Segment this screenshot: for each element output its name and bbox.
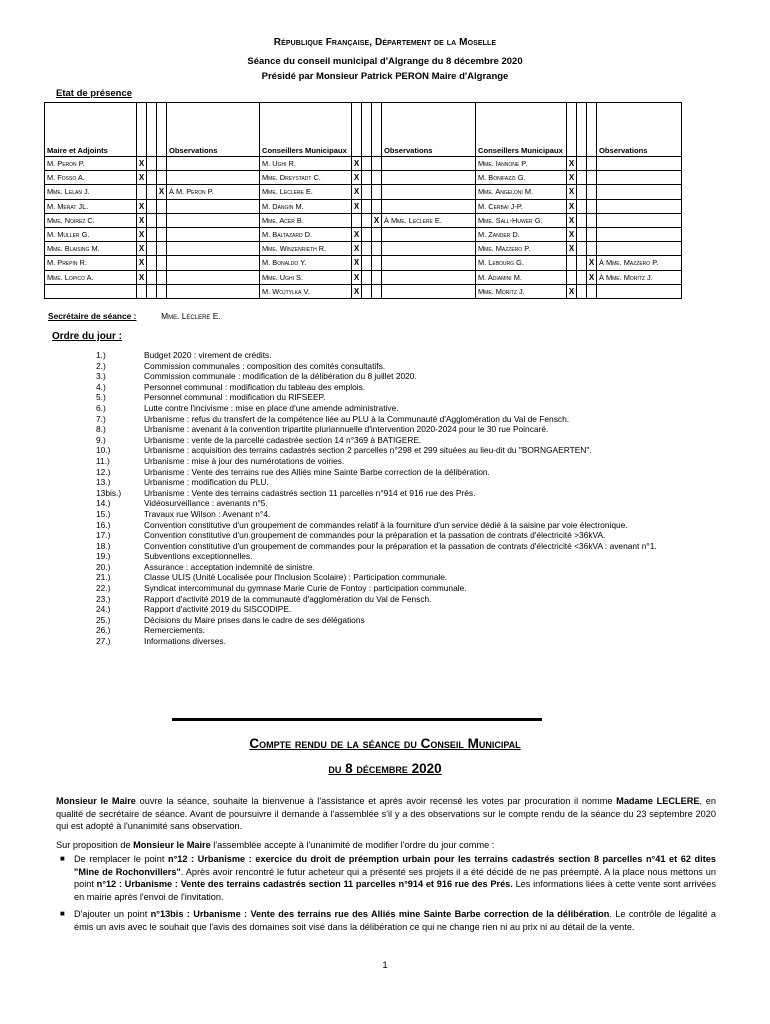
agenda-number: 19.) bbox=[96, 551, 111, 562]
member-name: Mme. Moritz J. bbox=[476, 284, 567, 298]
b2-text-1: D'ajouter un point bbox=[74, 909, 151, 919]
member-name: M. Baltazard D. bbox=[260, 227, 352, 241]
procuration-mark bbox=[372, 199, 382, 213]
agenda-text: Urbanisme : Vente des terrains cadastrés section 11 parcelles n°914 et 916 rue des Prés. bbox=[144, 487, 476, 498]
procuration-mark bbox=[587, 157, 597, 171]
agenda-number: 10.) bbox=[96, 445, 111, 456]
absent-mark bbox=[147, 157, 157, 171]
table-row bbox=[45, 227, 682, 241]
present-mark: X bbox=[567, 213, 577, 227]
observation-cell bbox=[167, 256, 260, 270]
b1-bold-2: n°12 : Urbanisme : Vente des terrains cadastrés section 11 parcelles n°914 et 916 rue des Prés. bbox=[96, 879, 513, 889]
member-name: Mme. Iannone P. bbox=[476, 157, 567, 171]
paragraph-proposal bbox=[56, 839, 716, 852]
agenda-text: Lutte contre l'incivisme : mise en place d'une amende administrative. bbox=[144, 402, 399, 413]
member-name: M. Fosso A. bbox=[45, 171, 137, 185]
procuration-mark bbox=[587, 199, 597, 213]
secretaire-label: Secrétaire de séance : bbox=[48, 311, 137, 321]
procuration-mark bbox=[157, 199, 167, 213]
procuration-mark bbox=[372, 157, 382, 171]
agenda-number: 3.) bbox=[96, 371, 106, 382]
table-row bbox=[45, 199, 682, 213]
present-mark: X bbox=[137, 256, 147, 270]
absent-mark bbox=[147, 213, 157, 227]
absent-mark bbox=[362, 199, 372, 213]
agenda-text: Convention constitutive d'un groupement de commandes pour la préparation et la passation de contrats d'électricité <36kVA : avenant n°1. bbox=[144, 540, 657, 551]
agenda-text: Rapport d'activité 2019 du SISCODIPE. bbox=[144, 604, 292, 615]
present-mark: X bbox=[137, 227, 147, 241]
procuration-mark bbox=[372, 270, 382, 284]
header-line-1: République Française, Département de la Moselle bbox=[273, 37, 497, 48]
p1-text-2: , en qualité de secrétaire de séance. Avant de poursuivre il demande à l'assemblée s'il y a des observations sur le compte rendu de la séance du 23 septembre 2020 qui est adopté à l'unanimité sans observation. bbox=[56, 796, 717, 831]
absent-mark bbox=[147, 242, 157, 256]
observation-cell bbox=[167, 157, 260, 171]
agenda-item bbox=[96, 414, 726, 425]
agenda-number: 20.) bbox=[96, 561, 111, 572]
present-mark bbox=[567, 270, 577, 284]
agenda-item bbox=[96, 562, 726, 573]
agenda-text: Décisions du Maire prises dans le cadre de ses délégations bbox=[144, 614, 365, 625]
agenda-number: 8.) bbox=[96, 424, 106, 435]
agenda-text: Urbanisme : refus du transfert de la compétence liée au PLU à la Communauté d'Agglomération du Val de Fensch. bbox=[144, 413, 570, 424]
p1-bold-1: Monsieur le Maire bbox=[56, 796, 136, 806]
observation-cell bbox=[167, 270, 260, 284]
observation-cell bbox=[597, 185, 682, 199]
agenda-text: Informations diverses. bbox=[144, 636, 226, 647]
agenda-item bbox=[96, 509, 726, 520]
member-name: M. Ughi R. bbox=[260, 157, 352, 171]
agenda-text: Convention constitutive d'un groupement de commandes pour la préparation et la passation de contrats d'électricité >36kVA. bbox=[144, 530, 606, 541]
procuration-mark bbox=[587, 242, 597, 256]
agenda-text: Urbanisme : modification du PLU. bbox=[144, 477, 269, 488]
divider bbox=[172, 718, 542, 721]
procuration-mark: X bbox=[372, 213, 382, 227]
present-mark: X bbox=[137, 213, 147, 227]
agenda-text: Urbanisme : vente de la parcelle cadastrée section 14 n°369 à BATIGERE. bbox=[144, 434, 422, 445]
absent-mark bbox=[577, 227, 587, 241]
secretaire-value: Mme. Leclere E. bbox=[161, 311, 221, 321]
procuration-mark bbox=[157, 256, 167, 270]
observation-cell bbox=[167, 199, 260, 213]
member-name: Mme. Acer B. bbox=[260, 213, 352, 227]
procuration-mark bbox=[587, 213, 597, 227]
b1-text-3: Les informations liées à cette vente sont arrivées en mairie après l'envoi de l'invitation. bbox=[74, 879, 716, 902]
absent-mark bbox=[147, 270, 157, 284]
agenda-number: 11.) bbox=[96, 455, 110, 466]
present-mark: X bbox=[352, 284, 362, 298]
absent-mark bbox=[362, 213, 372, 227]
agenda-number: 1.) bbox=[96, 350, 106, 360]
agenda-text: Commission communale : modification de la délibération du 8 juillet 2020. bbox=[144, 371, 417, 382]
bullet-item-1 bbox=[56, 853, 716, 903]
procuration-mark bbox=[157, 242, 167, 256]
member-name: Mme. Ughi S. bbox=[260, 270, 352, 284]
agenda-item bbox=[96, 467, 726, 478]
secretaire-line bbox=[48, 311, 221, 321]
present-mark: X bbox=[567, 185, 577, 199]
agenda-item bbox=[96, 530, 726, 541]
agenda-item bbox=[96, 382, 726, 393]
table-row bbox=[45, 213, 682, 227]
present-mark: X bbox=[352, 157, 362, 171]
table-row bbox=[45, 157, 682, 171]
procuration-mark bbox=[587, 185, 597, 199]
procuration-mark bbox=[157, 157, 167, 171]
agenda-item bbox=[96, 541, 726, 552]
absent-mark bbox=[577, 199, 587, 213]
agenda-number: 2.) bbox=[96, 360, 106, 371]
compte-rendu-date: du 8 décembre 2020 bbox=[328, 761, 442, 776]
member-name: M. Bonaldo Y. bbox=[260, 256, 352, 270]
observation-cell bbox=[382, 284, 476, 298]
bullet-item-2 bbox=[56, 908, 716, 933]
procuration-mark bbox=[372, 242, 382, 256]
agenda-number: 13bis.) bbox=[96, 487, 122, 498]
absent-mark bbox=[147, 256, 157, 270]
absent-mark bbox=[147, 171, 157, 185]
agenda-text: Convention constitutive d'un groupement de commandes relatif à la fourniture d'un service dédié à la saisine par voie électronique. bbox=[144, 519, 628, 530]
agenda-item bbox=[96, 488, 726, 499]
agenda-text: Commission communales : composition des comités consultatifs. bbox=[144, 360, 386, 371]
agenda-text: Assurance : acceptation indemnité de sinistre. bbox=[144, 561, 315, 572]
agenda-number: 25.) bbox=[96, 614, 111, 625]
agenda-item bbox=[96, 520, 726, 531]
agenda-number: 7.) bbox=[96, 413, 106, 424]
col-head-observations: Observations bbox=[382, 103, 476, 157]
present-mark: X bbox=[352, 227, 362, 241]
presence-table bbox=[44, 102, 682, 299]
absent-mark bbox=[577, 242, 587, 256]
page-number: 1 bbox=[382, 960, 388, 971]
absent-mark bbox=[362, 284, 372, 298]
b1-text-1: De remplacer le point bbox=[74, 854, 168, 864]
agenda-number: 24.) bbox=[96, 604, 111, 615]
member-name: Mme. Lelan J. bbox=[45, 185, 137, 199]
present-mark: X bbox=[137, 157, 147, 171]
procuration-mark bbox=[587, 284, 597, 298]
agenda-text: Urbanisme : acquisition des terrains cadastrés section 2 parcelles n°298 et 299 situées au lieu-dit du "BORNGAERTEN". bbox=[144, 445, 592, 456]
present-mark: X bbox=[352, 185, 362, 199]
agenda-number: 27.) bbox=[96, 636, 111, 647]
procuration-mark bbox=[157, 227, 167, 241]
presence-rows bbox=[45, 157, 682, 299]
member-name: Mme. Leclere E. bbox=[260, 185, 352, 199]
present-mark: X bbox=[567, 171, 577, 185]
agenda-item bbox=[96, 477, 726, 488]
absent-mark bbox=[577, 185, 587, 199]
agenda-number: 16.) bbox=[96, 519, 111, 530]
agenda-text: Personnel communal : modification du RIFSEEP. bbox=[144, 392, 326, 403]
member-name: M. Muller G. bbox=[45, 227, 137, 241]
col-head-maire: Maire et Adjoints bbox=[45, 103, 137, 157]
paragraph-opening bbox=[56, 795, 716, 833]
observation-cell bbox=[167, 284, 260, 298]
procuration-mark bbox=[157, 171, 167, 185]
present-mark bbox=[567, 256, 577, 270]
absent-mark bbox=[362, 242, 372, 256]
agenda-item bbox=[96, 583, 726, 594]
present-mark: X bbox=[567, 242, 577, 256]
present-mark: X bbox=[137, 199, 147, 213]
agenda-number: 4.) bbox=[96, 381, 106, 392]
p2-bold: Monsieur le Maire bbox=[133, 840, 211, 850]
agenda-text: Travaux rue Wilson : Avenant n°4. bbox=[144, 508, 271, 519]
procuration-mark bbox=[157, 270, 167, 284]
agenda-item bbox=[96, 594, 726, 605]
agenda-item bbox=[96, 403, 726, 414]
agenda-item bbox=[96, 392, 726, 403]
b1-text-2: . Après avoir rencontré le futur acheteur qui a présenté ses projets il a été décidé de ne pas préempté. A la place nous mettons un point bbox=[74, 866, 716, 889]
agenda-text: Personnel communal : modification du tableau des emplois. bbox=[144, 381, 366, 392]
absent-mark bbox=[577, 256, 587, 270]
b1-bold-1: n°12 : Urbanisme : exercice du droit de préemption urbain pour les terrains cadastrés section 8 parcelles n°41 et 62 dites "Mine de Rochonvillers" bbox=[74, 854, 716, 877]
agenda-number: 22.) bbox=[96, 583, 111, 594]
compte-rendu-title: Compte rendu de la séance du Conseil Municipal bbox=[249, 736, 521, 751]
agenda-text: Remerciements. bbox=[144, 625, 205, 636]
absent-mark bbox=[362, 256, 372, 270]
observation-cell bbox=[382, 199, 476, 213]
agenda-item bbox=[96, 371, 726, 382]
agenda-item bbox=[96, 361, 726, 372]
member-name: Mme. Angeloni M. bbox=[476, 185, 567, 199]
procuration-mark bbox=[587, 227, 597, 241]
col-head-observations: Observations bbox=[597, 103, 682, 157]
table-row bbox=[45, 171, 682, 185]
observation-cell bbox=[382, 227, 476, 241]
observation-cell bbox=[597, 157, 682, 171]
present-mark: X bbox=[137, 270, 147, 284]
observation-cell: À M. Peron P. bbox=[167, 185, 260, 199]
present-mark: X bbox=[567, 284, 577, 298]
agenda-text: Classe ULIS (Unité Localisée pour l'Inclusion Scolaire) : Participation communale. bbox=[144, 572, 448, 583]
member-name bbox=[45, 284, 137, 298]
b2-text-2: . Le contrôle de légalité a émis un avis avec le souhait que l'avis des domaines soit visé dans la délibération ce qui ne change rien ni au prix ni au détail de la vente. bbox=[74, 909, 717, 932]
observation-cell bbox=[597, 199, 682, 213]
agenda-item bbox=[96, 498, 726, 509]
agenda-number: 17.) bbox=[96, 530, 111, 541]
agenda-number: 13.) bbox=[96, 477, 111, 488]
member-name: M. Adiamini M. bbox=[476, 270, 567, 284]
p1-text-1: ouvre la séance, souhaite la bienvenue à l'assistance et après avoir recensé les votes par procuration il nomme bbox=[135, 796, 617, 806]
member-name: Mme. Winzenrieth R. bbox=[260, 242, 352, 256]
agenda-list bbox=[96, 350, 726, 647]
agenda-number: 12.) bbox=[96, 466, 111, 477]
agenda-number: 26.) bbox=[96, 625, 111, 636]
procuration-mark: X bbox=[587, 256, 597, 270]
table-row bbox=[45, 270, 682, 284]
agenda-number: 18.) bbox=[96, 540, 111, 551]
absent-mark bbox=[147, 227, 157, 241]
member-name: Mme. Lopico A. bbox=[45, 270, 137, 284]
present-mark: X bbox=[352, 270, 362, 284]
header-line-2: Séance du conseil municipal d'Algrange du 8 décembre 2020 bbox=[247, 56, 523, 67]
present-mark: X bbox=[352, 242, 362, 256]
absent-mark bbox=[577, 284, 587, 298]
observation-cell bbox=[382, 270, 476, 284]
observation-cell bbox=[597, 284, 682, 298]
observation-cell: À Mme. Leclere E. bbox=[382, 213, 476, 227]
procuration-mark bbox=[587, 171, 597, 185]
member-name: M. Dangin M. bbox=[260, 199, 352, 213]
observation-cell bbox=[597, 171, 682, 185]
present-mark: X bbox=[352, 171, 362, 185]
col-head-conseillers-2: Conseillers Municipaux bbox=[476, 103, 567, 157]
table-row bbox=[45, 185, 682, 199]
agenda-number: 21.) bbox=[96, 572, 111, 583]
observation-cell bbox=[597, 227, 682, 241]
member-name: Mme. Dreystadt C. bbox=[260, 171, 352, 185]
member-name: Mme. Mazzero P. bbox=[476, 242, 567, 256]
observation-cell bbox=[382, 242, 476, 256]
present-mark: X bbox=[567, 157, 577, 171]
col-head-conseillers-1: Conseillers Municipaux bbox=[260, 103, 352, 157]
agenda-text: Urbanisme : Vente des terrains rue des Alliés mine Sainte Barbe correction de la délibération. bbox=[144, 466, 490, 477]
observation-cell bbox=[382, 157, 476, 171]
member-name: Mme. Blaising M. bbox=[45, 242, 137, 256]
absent-mark bbox=[362, 171, 372, 185]
observation-cell bbox=[167, 227, 260, 241]
absent-mark bbox=[147, 199, 157, 213]
agenda-item bbox=[96, 435, 726, 446]
bullet-square-icon: ■ bbox=[60, 909, 65, 918]
observation-cell bbox=[382, 171, 476, 185]
procuration-mark bbox=[157, 284, 167, 298]
agenda-number: 15.) bbox=[96, 508, 111, 519]
member-name: M. Wojtylka V. bbox=[260, 284, 352, 298]
table-row bbox=[45, 256, 682, 270]
agenda-item bbox=[96, 551, 726, 562]
observation-cell bbox=[597, 213, 682, 227]
present-mark bbox=[352, 213, 362, 227]
absent-mark bbox=[362, 227, 372, 241]
agenda-item bbox=[96, 456, 726, 467]
agenda-text: Urbanisme : mise à jour des numérotations de voiries. bbox=[144, 455, 345, 466]
agenda-text: Budget 2020 : virement de crédits. bbox=[144, 350, 272, 360]
member-name: Mme. Sall-Huwer G. bbox=[476, 213, 567, 227]
table-row bbox=[45, 284, 682, 298]
absent-mark bbox=[577, 157, 587, 171]
present-mark bbox=[137, 284, 147, 298]
agenda-item bbox=[96, 636, 726, 647]
agenda-number: 23.) bbox=[96, 593, 111, 604]
member-name: M. Prepin R. bbox=[45, 256, 137, 270]
agenda-item bbox=[96, 445, 726, 456]
present-mark: X bbox=[567, 199, 577, 213]
member-name: M. Zander D. bbox=[476, 227, 567, 241]
bullet-square-icon: ■ bbox=[60, 854, 65, 863]
absent-mark bbox=[577, 171, 587, 185]
col-head-observations: Observations bbox=[167, 103, 260, 157]
absent-mark bbox=[147, 185, 157, 199]
absent-mark bbox=[147, 284, 157, 298]
member-name: M. Bonifazzi G. bbox=[476, 171, 567, 185]
present-mark: X bbox=[137, 171, 147, 185]
procuration-mark bbox=[372, 171, 382, 185]
agenda-item bbox=[96, 604, 726, 615]
agenda-item bbox=[96, 350, 726, 361]
procuration-mark: X bbox=[587, 270, 597, 284]
agenda-number: 9.) bbox=[96, 434, 106, 445]
observation-cell bbox=[597, 242, 682, 256]
procuration-mark bbox=[372, 227, 382, 241]
member-name: M. Lebourg G. bbox=[476, 256, 567, 270]
agenda-item bbox=[96, 615, 726, 626]
present-mark: X bbox=[352, 199, 362, 213]
procuration-mark: X bbox=[157, 185, 167, 199]
header-line-3: Présidé par Monsieur Patrick PERON Maire d'Algrange bbox=[261, 71, 509, 82]
absent-mark bbox=[577, 270, 587, 284]
observation-cell: À Mme. Mazzero P. bbox=[597, 256, 682, 270]
procuration-mark bbox=[157, 213, 167, 227]
agenda-text: Subventions exceptionnelles. bbox=[144, 551, 253, 562]
ordre-title: Ordre du jour : bbox=[52, 331, 122, 342]
member-name: M. Cerbai J-P. bbox=[476, 199, 567, 213]
agenda-item bbox=[96, 572, 726, 583]
absent-mark bbox=[577, 213, 587, 227]
agenda-item bbox=[96, 424, 726, 435]
present-mark: X bbox=[137, 242, 147, 256]
agenda-number: 6.) bbox=[96, 402, 106, 413]
table-row bbox=[45, 242, 682, 256]
observation-cell bbox=[382, 256, 476, 270]
p2-text-2: l'assemblée accepte à l'unanimité de modifier l'ordre du jour comme : bbox=[210, 840, 495, 850]
observation-cell bbox=[167, 242, 260, 256]
agenda-number: 5.) bbox=[96, 392, 106, 403]
absent-mark bbox=[362, 270, 372, 284]
observation-cell bbox=[167, 171, 260, 185]
observation-cell: À Mme. Moritz J. bbox=[597, 270, 682, 284]
procuration-mark bbox=[372, 185, 382, 199]
b2-bold: n°13bis : Urbanisme : Vente des terrains rue des Alliés mine Sainte Barbe correction de la délibération bbox=[150, 909, 610, 919]
absent-mark bbox=[362, 157, 372, 171]
observation-cell bbox=[167, 213, 260, 227]
member-name: Mme. Noirez C. bbox=[45, 213, 137, 227]
procuration-mark bbox=[372, 284, 382, 298]
absent-mark bbox=[362, 185, 372, 199]
present-mark bbox=[137, 185, 147, 199]
agenda-number: 14.) bbox=[96, 498, 111, 509]
member-name: M. Peron P. bbox=[45, 157, 137, 171]
present-mark: X bbox=[352, 256, 362, 270]
procuration-mark bbox=[372, 256, 382, 270]
member-name: M. Merat JL. bbox=[45, 199, 137, 213]
agenda-text: Urbanisme : avenant à la convention tripartite pluriannuelle d'intervention 2020-2024 pour le 30 rue Poincaré. bbox=[144, 424, 549, 435]
observation-cell bbox=[382, 185, 476, 199]
agenda-text: Rapport d'activité 2019 de la communauté d'agglomération du Val de Fensch. bbox=[144, 593, 432, 604]
present-mark: X bbox=[567, 227, 577, 241]
agenda-item bbox=[96, 625, 726, 636]
agenda-text: Vidéosurveillance : avenants n°5. bbox=[144, 498, 268, 509]
etat-title: Etat de présence bbox=[56, 88, 133, 99]
p2-text-1: Sur proposition de bbox=[56, 840, 134, 850]
p1-bold-2: Madame LECLERE bbox=[616, 796, 700, 806]
agenda-text: Syndicat intercommunal du gymnase Marie Curie de Fontoy : participation communale. bbox=[144, 583, 467, 594]
